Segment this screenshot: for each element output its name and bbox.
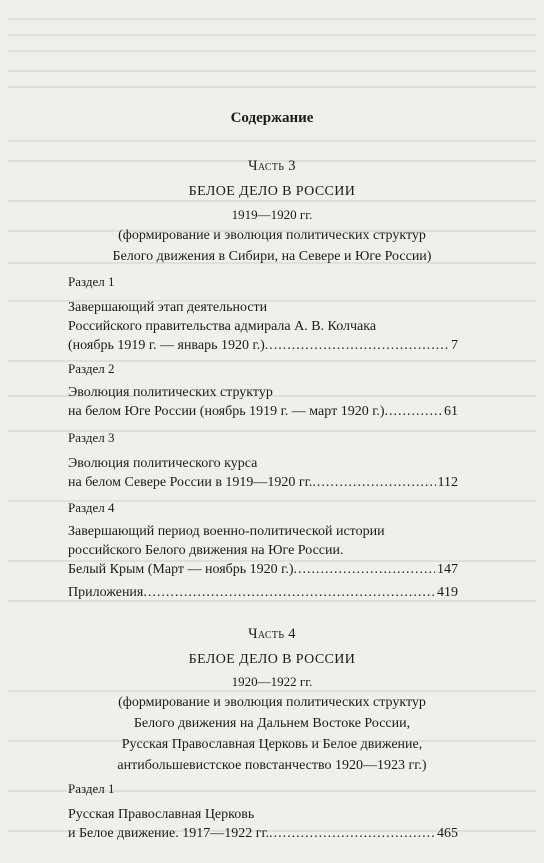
section-label: Раздел 2 <box>68 361 115 376</box>
toc-entry-appendix[interactable] <box>68 583 458 602</box>
part-3-years: 1919—1920 гг. <box>231 207 313 222</box>
page-number: 147 <box>437 562 458 577</box>
part-4-description <box>60 692 484 776</box>
entry-title-line: на белом Юге России (ноябрь 1919 г. — март 1920 г.) <box>68 404 385 419</box>
part-3-description-line: (формирование и эволюция политических структур <box>118 228 426 243</box>
dot-leader <box>143 583 435 602</box>
entry-title-line: Русская Православная Церковь <box>68 807 255 822</box>
contents-heading: Содержание <box>230 110 314 126</box>
entry-title-line: Российского правительства адмирала А. В. Колчака <box>68 319 377 334</box>
entry-title-line: российского Белого движения на Юге России. <box>68 543 344 558</box>
section-label: Раздел 3 <box>68 430 115 445</box>
part-4-description-line: Русская Православная Церковь и Белое движение, <box>121 737 423 752</box>
entry-title-line: Эволюция политического курса <box>68 456 258 471</box>
entry-title-line: на белом Севере России в 1919—1920 гг. <box>68 475 313 490</box>
entry-title-line: Завершающий этап деятельности <box>68 300 268 315</box>
toc-entry[interactable] <box>68 383 458 421</box>
toc-entry[interactable] <box>68 522 458 579</box>
part-4-description-line: антибольшевистское повстанчество 1920—1923 гг.) <box>117 758 427 773</box>
part-3-label: Часть 3 <box>248 158 296 174</box>
dot-leader <box>385 402 442 421</box>
section-label: Раздел 4 <box>68 500 115 515</box>
entry-title-line: Белый Крым (Март — ноябрь 1920 г.) <box>68 562 294 577</box>
section-label: Раздел 1 <box>68 781 115 796</box>
part-4-description-line: Белого движения на Дальнем Востоке России, <box>133 716 411 731</box>
section-label: Раздел 1 <box>68 274 115 289</box>
page-number: 419 <box>437 585 458 600</box>
entry-title-line: (ноябрь 1919 г. — январь 1920 г.) <box>68 338 265 353</box>
dot-leader <box>269 824 435 843</box>
entry-title-line: и Белое движение. 1917—1922 гг. <box>68 826 270 841</box>
toc-entry[interactable] <box>68 805 458 843</box>
part-3-title: БЕЛОЕ ДЕЛО В РОССИИ <box>188 184 356 199</box>
part-4-label: Часть 4 <box>248 626 296 642</box>
entry-title-line: Эволюция политических структур <box>68 385 273 400</box>
dot-leader <box>265 336 449 355</box>
page-number: 61 <box>444 404 458 419</box>
page-number: 7 <box>451 338 458 353</box>
part-4-years: 1920—1922 гг. <box>231 674 313 689</box>
page-number: 465 <box>437 826 458 841</box>
entry-title-line: Приложения <box>68 585 144 600</box>
part-3-description-line: Белого движения в Сибири, на Севере и Юге России) <box>112 249 432 264</box>
part-4-description-line: (формирование и эволюция политических структур <box>118 695 426 710</box>
toc-entry[interactable] <box>68 454 458 492</box>
entry-title-line: Завершающий период военно-политической истории <box>68 524 385 539</box>
part-4-title: БЕЛОЕ ДЕЛО В РОССИИ <box>188 652 356 667</box>
dot-leader <box>312 473 435 492</box>
toc-entry[interactable] <box>68 298 458 355</box>
part-3-description <box>60 225 484 267</box>
dot-leader <box>294 560 436 579</box>
page-number: 112 <box>437 475 458 490</box>
